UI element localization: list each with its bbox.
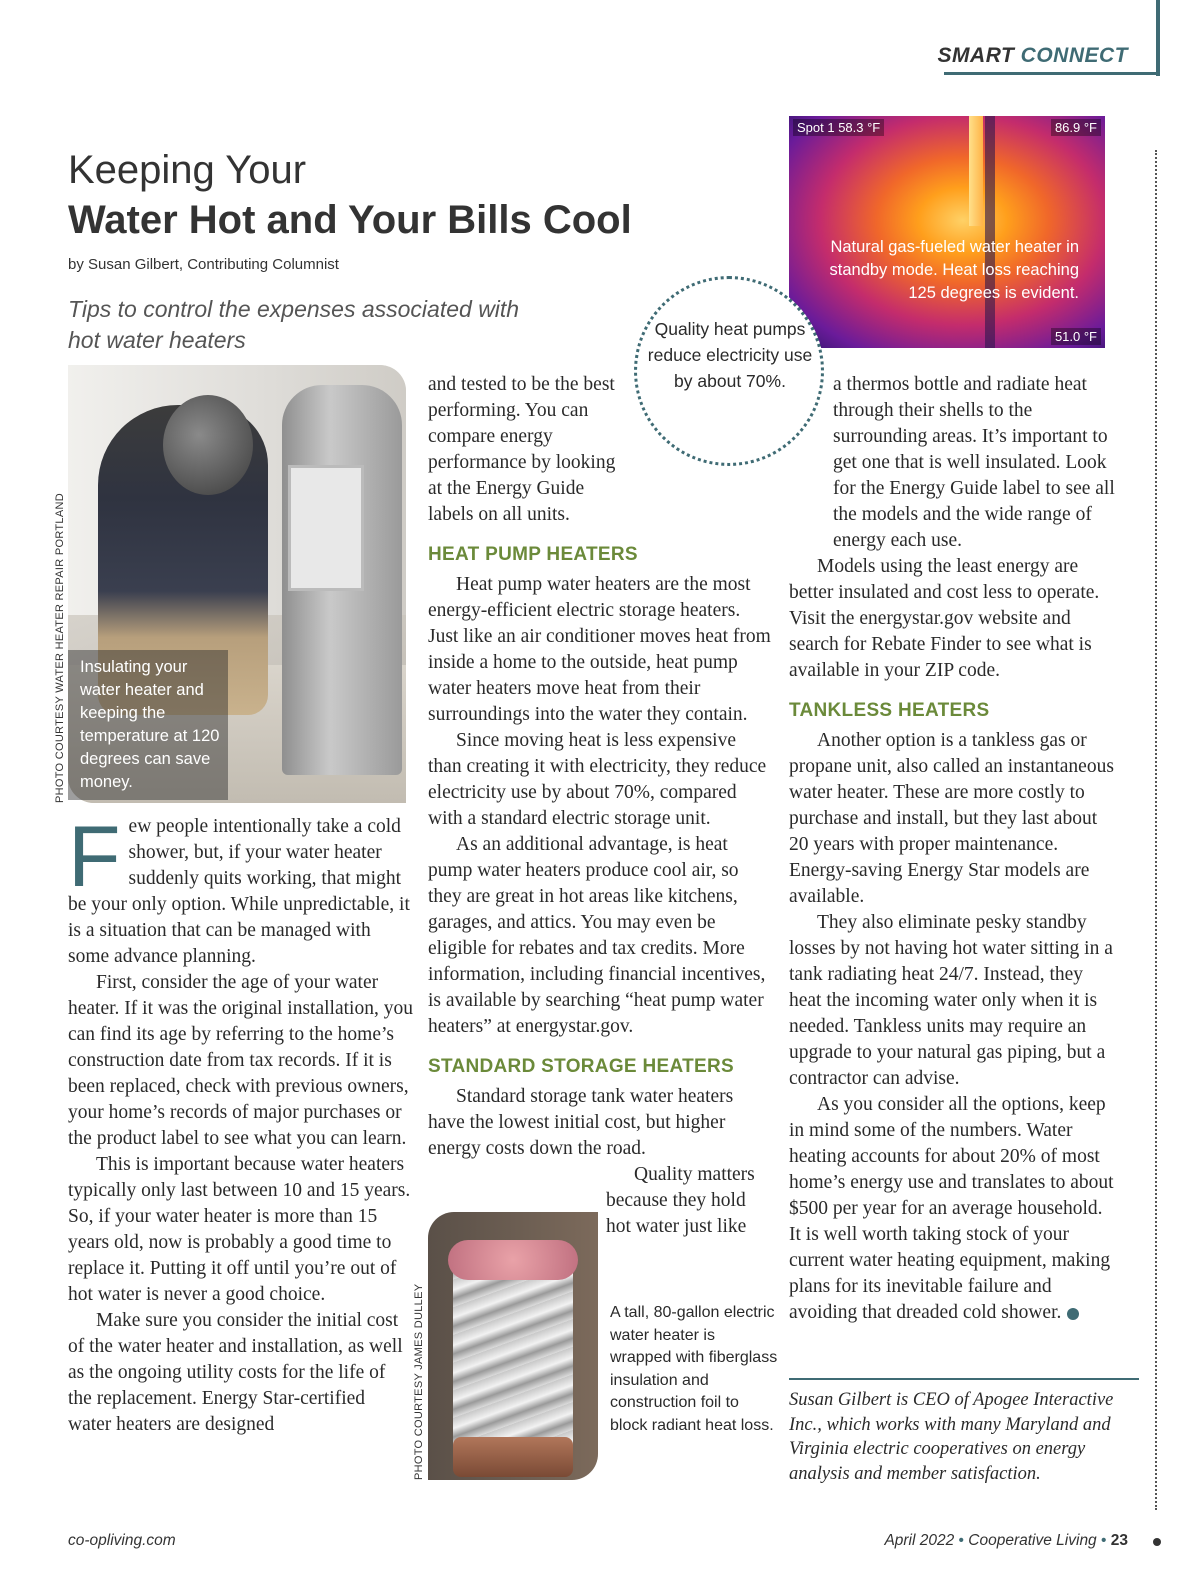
footer-bullet: • <box>958 1532 964 1549</box>
paragraph: Since moving heat is less expensive than creating it with electricity, they reduce electricity use by about 70%, compared with a standard electric storage unit. <box>428 730 767 829</box>
section-tag-word2: CONNECT <box>1020 44 1128 67</box>
thermal-photo <box>789 116 1105 348</box>
paragraph: Standard storage tank water heaters have the lowest initial cost, but higher energy costs down the road. <box>428 1086 734 1159</box>
footer-dot-icon <box>1153 1538 1161 1546</box>
footer-folio <box>884 1532 1128 1550</box>
header-rule <box>944 72 1160 75</box>
column-1 <box>68 809 413 1438</box>
paragraph: Another option is a tankless gas or propane unit, also called an instantaneous water heater. These are more costly to purchase and install, but they last about 20 years with proper maintenance. Energy-saving Energy Star models are available. <box>789 730 1114 907</box>
paragraph: As you consider all the options, keep in mind some of the numbers. Water heating accounts for about 20% of most home’s energy use and translates to about $500 per year for an average household. It is well worth taking stock of your current water heating equipment, making plans for its inevitable failure and avoiding that dreaded cold shower. <box>789 1094 1114 1323</box>
thermal-spot-readout: Spot 1 58.3 °F <box>793 119 884 136</box>
paragraph: a thermos bottle and radiate heat through their shells to the surrounding areas. It’s important to get one that is well insulated. Look for the Energy Guide label to see all the models and the wide range of energy each use. <box>833 374 1115 551</box>
footer-date: April 2022 <box>884 1532 955 1549</box>
margin-dotted-rule <box>1155 150 1157 1510</box>
access-panel <box>288 465 364 591</box>
section-tag-word1: SMART <box>937 44 1015 67</box>
section-heading-tankless: TANKLESS HEATERS <box>789 700 990 721</box>
thermal-photo-caption: Natural gas-fueled water heater in standby mode. Heat loss reaching 125 degrees is evident. <box>829 238 1079 302</box>
footer-bullet: • <box>1101 1532 1107 1549</box>
photo-credit-1: PHOTO COURTESY WATER HEATER REPAIR PORTLAND <box>54 493 66 803</box>
thermal-pipe <box>969 116 983 226</box>
author-bio: Susan Gilbert is CEO of Apogee Interactive Inc., which works with many Maryland and Virginia electric cooperatives on energy analysis and member satisfaction. <box>789 1390 1114 1484</box>
paragraph: Models using the least energy are better insulated and cost less to operate. Visit the energystar.gov website and search for Rebate Finder to see what is available in your ZIP code. <box>789 556 1100 681</box>
page-number: 23 <box>1110 1532 1128 1549</box>
end-mark-icon <box>1067 1308 1079 1320</box>
paragraph: Quality matters because they hold hot water just like <box>606 1164 755 1237</box>
fiberglass-top <box>448 1240 578 1280</box>
thermal-pipe-cold <box>985 116 995 348</box>
wrapped-heater-photo <box>428 1212 598 1480</box>
thermal-min-temp: 51.0 °F <box>1051 328 1101 345</box>
paragraph: This is important because water heaters typically only last between 10 and 15 years. So, if your water heater is more than 15 years old, now is probably a good time to replace it. Putting it off until you’re out of hot water is never a good choice. <box>68 1154 411 1305</box>
column-2 <box>428 372 773 1240</box>
technician-photo-caption: Insulating your water heater and keeping the temperature at 120 degrees can save money. <box>80 658 220 791</box>
subtitle: Tips to control the expenses associated with hot water heaters <box>68 296 520 353</box>
footer-magazine: Cooperative Living <box>968 1532 1097 1549</box>
paragraph: and tested to be the best performing. You can compare energy performance by looking at the Energy Guide labels on all units. <box>428 374 616 525</box>
pull-quote-text: Quality heat pumps reduce electricity use by about 70%. <box>647 319 813 391</box>
paragraph: Heat pump water heaters are the most energy-efficient electric storage heaters. Just like an air conditioner moves heat from inside a home to the outside, heat pump water heaters move heat from their surroundings into the water they contain. <box>428 574 771 725</box>
paragraph: As an additional advantage, is heat pump water heaters produce cool air, so they are great in hot areas like kitchens, garages, and attics. You may even be eligible for rebates and tax credits. More information, including financial incentives, is available by searching “heat pump water heaters” at energystar.gov. <box>428 834 766 1037</box>
paragraph: Few people intentionally take a cold shower, but, if your water heater suddenly quits working, that might be your only option. While unpredictable, it is a situation that can be managed with some advance planning. <box>68 809 410 967</box>
section-tag <box>938 44 1128 68</box>
drop-cap: F <box>68 809 121 905</box>
article-title-line1: Keeping Your <box>68 148 307 192</box>
byline: by Susan Gilbert, Contributing Columnist <box>68 256 339 273</box>
paragraph: Make sure you consider the initial cost of the water heater and installation, as well as the ongoing utility costs for the life of the replacement. Energy Star-certified water heaters are designed <box>68 1310 403 1435</box>
bio-rule <box>789 1378 1139 1380</box>
photo-credit-2: PHOTO COURTESY JAMES DULLEY <box>413 1283 425 1480</box>
wrapped-heater-caption: A tall, 80-gallon electric water heater is wrapped with fiberglass insulation and construction foil to block radiant heat loss. <box>610 1304 778 1434</box>
section-heading-standard-storage: STANDARD STORAGE HEATERS <box>428 1056 734 1077</box>
header-accent-bar <box>1156 0 1160 76</box>
foil-wrap <box>453 1252 573 1467</box>
article-title-line2: Water Hot and Your Bills Cool <box>68 198 632 242</box>
thermal-max-temp: 86.9 °F <box>1051 119 1101 136</box>
heater-base <box>453 1437 573 1477</box>
footer-website: co-opliving.com <box>68 1532 176 1549</box>
section-heading-heat-pump: HEAT PUMP HEATERS <box>428 544 638 565</box>
technician-head <box>163 395 253 495</box>
paragraph: First, consider the age of your water heater. If it was the original installation, you can find its age by referring to the home’s construction date from tax records. If it is been replaced, check with previous owners, your home’s records of major purchases or the product label to see what you can learn. <box>68 972 413 1149</box>
column-3 <box>789 372 1119 1326</box>
paragraph: They also eliminate pesky standby losses by not having hot water sitting in a tank radiating heat 24/7. Instead, they heat the incoming water only when it is needed. Tankless units may require an upgrade to your natural gas piping, but a contractor can advise. <box>789 912 1113 1089</box>
